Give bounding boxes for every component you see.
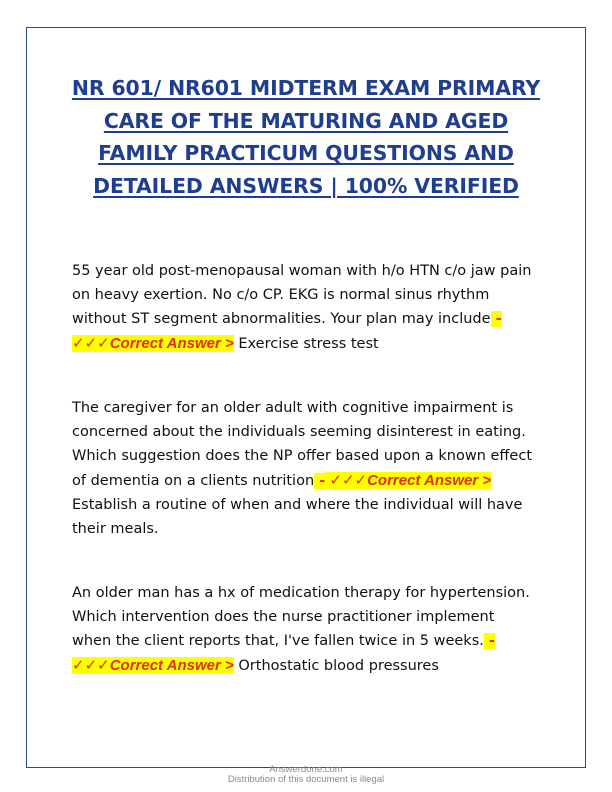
answer-separator: -: [314, 472, 326, 489]
qa-item-2: [72, 396, 552, 541]
answer-separator: -: [483, 633, 495, 650]
title-line: FAMILY PRACTICUM QUESTIONS AND: [98, 141, 514, 165]
correct-answer-marker: ✓✓✓Correct Answer >: [72, 334, 234, 352]
question-text: without ST segment abnormalities. Your plan may include: [72, 311, 491, 328]
question-text: Which intervention does the nurse practitioner implement: [72, 609, 495, 626]
title-line: DETAILED ANSWERS | 100% VERIFIED: [93, 173, 519, 198]
qa-item-3: [72, 581, 552, 678]
question-text: Which suggestion does the NP offer based upon a known effect: [72, 448, 532, 465]
question-text: of dementia on a clients nutrition: [72, 472, 315, 489]
answer-text: Establish a routine of when and where the individual will have: [72, 496, 523, 513]
correct-answer-marker: ✓✓✓Correct Answer >: [72, 656, 234, 674]
answer-text: Orthostatic blood pressures: [233, 657, 439, 674]
title-line: NR 601/ NR601 MIDTERM EXAM PRIMARY: [71, 76, 541, 100]
answer-separator: -: [490, 311, 502, 328]
footer-site: Answerdone.com: [269, 764, 343, 775]
document-title: [40, 72, 572, 202]
question-text: when the client reports that, I've fallen twice in 5 weeks.: [72, 633, 484, 650]
correct-answer-marker: ✓✓✓Correct Answer >: [325, 471, 492, 489]
qa-item-1: [72, 259, 552, 356]
question-text: on heavy exertion. No c/o CP. EKG is normal sinus rhythm: [72, 287, 490, 304]
answer-text: their meals.: [72, 521, 159, 538]
answer-text: Exercise stress test: [233, 335, 379, 352]
title-line: CARE OF THE MATURING AND AGED: [103, 108, 509, 133]
question-text: concerned about the individuals seeming disinterest in eating.: [72, 424, 526, 441]
question-text: An older man has a hx of medication therapy for hypertension.: [72, 585, 530, 601]
question-text: The caregiver for an older adult with cognitive impairment is: [72, 400, 514, 416]
footer-notice: Distribution of this document is illegal: [227, 774, 385, 785]
question-text: 55 year old post-menopausal woman with h/o HTN c/o jaw pain: [72, 263, 532, 279]
